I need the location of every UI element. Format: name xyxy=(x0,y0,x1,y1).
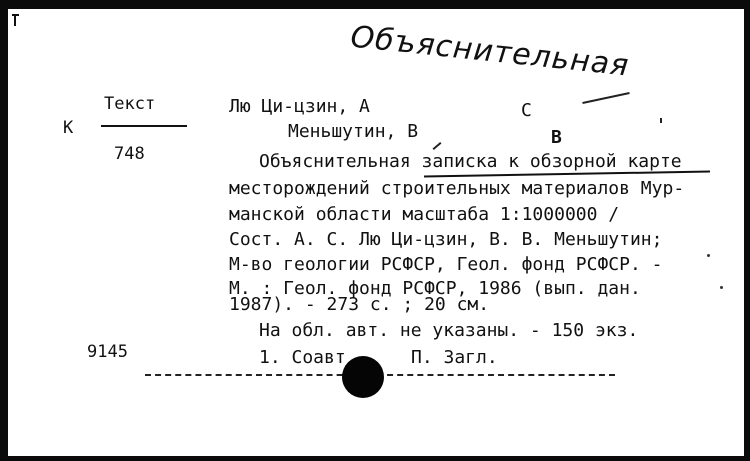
corner-mark-vertical xyxy=(14,14,16,26)
description-line-4: Сост. А. С. Лю Ци-цзин, В. В. Меньшутин; xyxy=(229,229,663,250)
note-line: На обл. авт. не указаны. - 150 экз. xyxy=(259,320,639,341)
tracing-first: 1. Соавт xyxy=(259,347,346,368)
ink-blot xyxy=(342,356,384,398)
author-line-1-mark: С xyxy=(521,100,532,121)
shelf-mark-number: 748 xyxy=(114,144,145,164)
inventory-number: 9145 xyxy=(87,342,128,362)
pencil-tick xyxy=(660,118,662,123)
speck xyxy=(707,254,710,257)
description-line-6: М. : Геол. фонд РСФСР, 1986 (вып. дан. xyxy=(229,278,641,299)
card-border-bottom xyxy=(0,456,750,461)
card-border-right xyxy=(744,0,750,461)
speck xyxy=(720,286,723,289)
pencil-stroke-small xyxy=(433,142,442,150)
description-line-3: манской области масштаба 1:1000000 / xyxy=(229,204,620,225)
shelf-mark-divider xyxy=(101,125,187,127)
author-line-2: Меньшутин, В xyxy=(288,121,419,142)
tracing-second: П. Загл. xyxy=(411,347,498,368)
description-line-1: Объяснительная записка к обзорной карте xyxy=(259,151,682,172)
description-line-7: 1987). - 273 с. ; 20 см. xyxy=(229,294,490,315)
shelf-mark-top: Текст xyxy=(104,94,156,114)
pencil-stroke xyxy=(582,92,629,104)
description-line-5: М-во геологии РСФСР, Геол. фонд РСФСР. - xyxy=(229,254,663,275)
author-line-1: Лю Ци-цзин, А xyxy=(229,96,370,117)
description-line-2: месторождений строительных материалов Мур- xyxy=(229,178,685,199)
card-border-top xyxy=(4,0,746,9)
shelf-mark-prefix: К xyxy=(63,118,74,138)
handwritten-title: Объяснительная xyxy=(348,19,631,84)
author-line-2-mark: В xyxy=(551,127,562,148)
card-border-left xyxy=(0,0,8,461)
